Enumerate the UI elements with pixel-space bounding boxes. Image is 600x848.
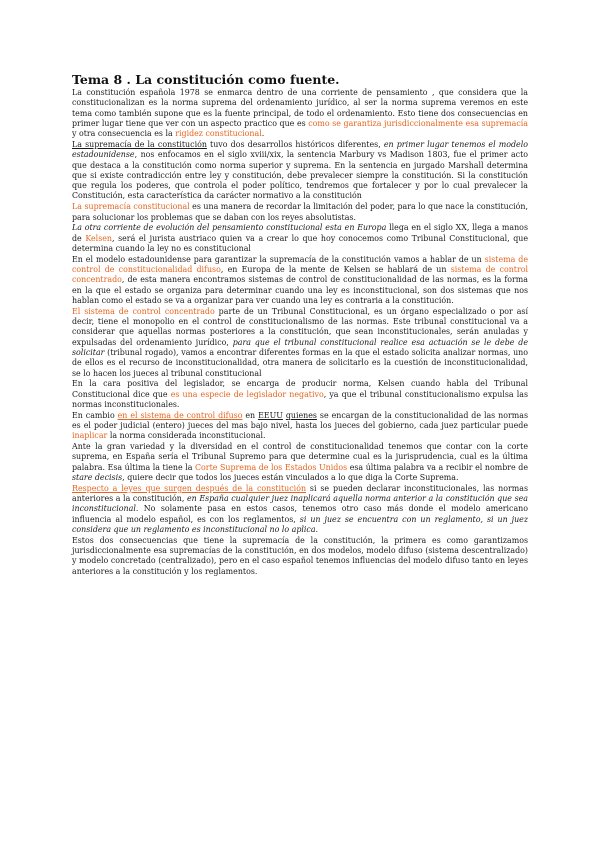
paragraph-1: La constitución española 1978 se enmarca dentro de una corriente de pensamiento , que considera que la constitucionalizan es la norma suprema del ordenamiento jurídico, al ser la norma suprema veremos en este tema como también supone que es la fuente principal, de todo el ordenamiento. Esto tiene dos consecuencias en primer lugar tiene que ver con un aspecto practico que es como se garantiza jurisdiccionalmente esa supremacía y otra consecuencia es la rigidez constitucional. bbox=[72, 88, 529, 139]
page-title: Tema 8 . La constitución como fuente. bbox=[72, 72, 340, 87]
paragraph-5: En el modelo estadounidense para garantizar la supremacía de la constitución vamos a hablar de un sistema de control de constitucionalidad difuso, en Europa de la mente de Kelsen se hablará de un sistema de control concentrado, de esta manera encontramos sistemas de control de constitucionalidad de las normas, es la forma en la que el estado se organiza para determinar cuando una ley es inconstitucional, son dos sistemas que nos hablan como el estado se va a organizar para ver cuando una ley es contraria a la constitución. bbox=[72, 254, 529, 305]
paragraph-6: El sistema de control concentrado parte de un Tribunal Constitucional, es un órgano especializado o por así decir, tiene el monopolio en el control de constitucionalismo de las normas. Este tribunal constitucional va a considerar que aquellas normas posteriores a la constitución, que sean inconstitucionales, serán anuladas y expulsadas del ordenamiento jurídico, para que el tribunal constitucional realice esa actuación se le debe de solicitar (tribunal rogado), vamos a encontrar diferentes formas en la que el estado solicita analizar normas, uno de ellos es el recurso de inconstitucionalidad, otra manera de solicitarlo es la cuestión de inconstitucionalidad, se lo hacen los jueces al tribunal constitucional bbox=[72, 306, 529, 378]
highlight-negative-legislator: es una especie de legislador negativo bbox=[170, 389, 324, 399]
highlight-kelsen: Kelsen bbox=[85, 233, 112, 243]
paragraph-2: La supremacía de la constitución tuvo dos desarrollos históricos diferentes, en primer lugar tenemos el modelo estadounidense, nos enfocamos en el siglo xviii/xix, la sentencia Marbury vs Madison 1803, fue el primer acto que destaca a la constitución como norma superior y suprema. En la sentencia en jurgado Marshall determina que si existe contradicción entre ley y constitución, debe prevalecer siempre la constitución. Si la constitución que regula los poderes, que controla el poder político, tendremos que fortalecer y por lo cual prevalecer la Constitución, esta característica da carácter normativo a la constitución bbox=[72, 139, 528, 201]
underlined-supremacy: La supremacía de la constitución bbox=[72, 139, 207, 149]
highlight-guarantee: como se garantiza jurisdiccionalmente esa supremacía bbox=[308, 118, 529, 128]
paragraph-9: Ante la gran variedad y la diversidad en el control de constitucionalidad tenemos que contar con la corte suprema, en España sería el Tribunal Supremo para que determine cual es la jurisprudencia, cual es la última palabra. Esa última la tiene la Corte Suprema de los Estados Unidos esa última palabra va a recibir el nombre de stare decisis, quiere decir que todos los jueces están vinculados a lo que diga la Corte Suprema. bbox=[72, 442, 528, 482]
paragraph-4: La otra corriente de evolución del pensamiento constitucional esta en Europa llega en el siglo XX, llega a manos de Kelsen, será el jurista austriaco quien va a crear lo que hoy conocemos como Tribunal Constitucional, que determina cuando la ley no es constitucional bbox=[72, 223, 529, 253]
highlight-rigidity: rigidez constitucional bbox=[175, 129, 262, 139]
highlight-concentrated-control: El sistema de control concentrado bbox=[72, 306, 215, 316]
highlight-diffuse-control: en el sistema de control difuso bbox=[117, 410, 243, 420]
highlight-supremacy: La supremacía constitucional bbox=[72, 202, 190, 212]
highlight-concentrated-system: sistema de control concentrado bbox=[72, 265, 529, 285]
document-page bbox=[72, 72, 528, 577]
paragraph-8: En cambio en el sistema de control difuso en EEUU quienes se encargan de la constitucionalidad de las normas es el poder judicial (entero) jueces del mas bajo nivel, hasta los jueces del gobierno, cada juez particular puede inaplicar la norma considerada inconstitucional. bbox=[72, 410, 528, 441]
highlight-supreme-court: Corte Suprema de los Estados Unidos bbox=[195, 462, 348, 472]
highlight-diffuse-system: sistema de control de constitucionalidad difuso bbox=[72, 254, 528, 275]
paragraph-10: Respecto a leyes que surgen después de la constitución si se pueden declarar inconstitucionales, las normas anteriores a la constitución, en España cualquier juez inaplicará aquella norma anterior a la constitución que sea inconstitucional. No solamente pasa en estos casos, tenemos otro caso más donde el modelo americano influencia al modelo español, es con los reglamentos, si un juez se encuentra con un reglamento, si un juez considera que un reglamento es inconstitucional no lo aplica. bbox=[72, 483, 529, 534]
highlight-inaplicar: inaplicar bbox=[72, 431, 108, 441]
highlight-later-laws: Respecto a leyes que surgen después de la constitución bbox=[72, 483, 307, 493]
paragraph-7: En la cara positiva del legislador, se encarga de producir norma, Kelsen cuando habla del Tribunal Constitucional dice que es una especie de legislador negativo, ya que el tribunal constitucionalismo expulsa las normas inconstitucionales. bbox=[72, 379, 528, 409]
paragraph-3: La supremacía constitucional es una manera de recordar la limitación del poder, para lo que nace la constitución, para solucionar los problemas que se daban con los reyes absolutistas. bbox=[72, 202, 528, 222]
paragraph-11: Estos dos consecuencias que tiene la supremacía de la constitución, la primera es como garantizamos jurisdiccionalmente esa supremacías de la constitución, en dos modelos, modelo difuso (sistema descentralizado) y modelo concretado (centralizado), pero en el caso español tenemos influencias del modelo difuso tanto en leyes anteriores a la constitución y los reglamentos. bbox=[72, 535, 528, 576]
